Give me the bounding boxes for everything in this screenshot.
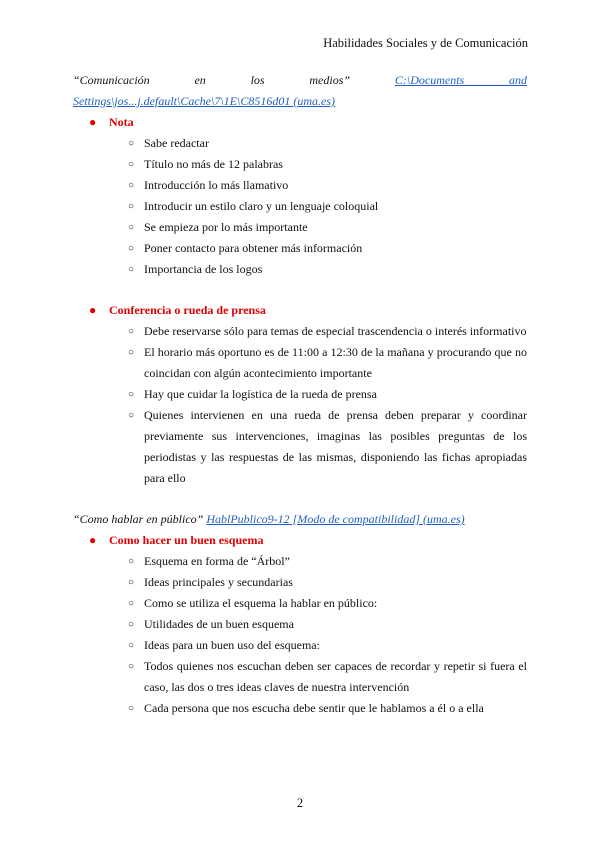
list-item: ○ El horario más oportuno es de 11:00 a 12:30 de la mañana y procurando que no coincidan con algún acontecimiento importante bbox=[73, 342, 527, 384]
circle-bullet-icon: ○ bbox=[128, 201, 135, 212]
circle-bullet-icon: ○ bbox=[128, 389, 135, 400]
heading-esquema-label: Como hacer un buen esquema bbox=[109, 533, 264, 547]
circle-bullet-icon: ○ bbox=[128, 180, 135, 191]
circle-bullet-icon: ○ bbox=[128, 619, 135, 630]
list-item: ○ Título no más de 12 palabras bbox=[73, 154, 527, 175]
list-item: ○ Todos quienes nos escuchan deben ser capaces de recordar y repetir si fuera el caso, las dos o tres ideas claves de nuestra intervención bbox=[73, 656, 527, 698]
circle-bullet-icon: ○ bbox=[128, 640, 135, 651]
list-esquema bbox=[73, 551, 527, 719]
bullet-icon: ● bbox=[89, 115, 97, 129]
document-body bbox=[73, 70, 527, 719]
list-item: ○ Poner contacto para obtener más información bbox=[73, 238, 527, 259]
list-item: ○ Ideas para un buen uso del esquema: bbox=[73, 635, 527, 656]
list-item: ○ Introducción lo más llamativo bbox=[73, 175, 527, 196]
circle-bullet-icon: ○ bbox=[128, 326, 135, 337]
circle-bullet-icon: ○ bbox=[128, 243, 135, 254]
list-nota bbox=[73, 133, 527, 280]
circle-bullet-icon: ○ bbox=[128, 703, 135, 714]
circle-bullet-icon: ○ bbox=[128, 661, 135, 672]
list-item: ○ Ideas principales y secundarias bbox=[73, 572, 527, 593]
section-quote-medios: “Comunicación en los medios” bbox=[73, 73, 351, 87]
circle-bullet-icon: ○ bbox=[128, 598, 135, 609]
circle-bullet-icon: ○ bbox=[128, 347, 135, 358]
circle-bullet-icon: ○ bbox=[128, 159, 135, 170]
heading-conferencia bbox=[73, 300, 527, 321]
page-header: Habilidades Sociales y de Comunicación bbox=[323, 36, 528, 50]
page-number: 2 bbox=[296, 796, 304, 810]
circle-bullet-icon: ○ bbox=[128, 577, 135, 588]
list-item: ○ Utilidades de un buen esquema bbox=[73, 614, 527, 635]
circle-bullet-icon: ○ bbox=[128, 222, 135, 233]
list-item: ○ Sabe redactar bbox=[73, 133, 527, 154]
heading-conferencia-label: Conferencia o rueda de prensa bbox=[109, 303, 266, 317]
list-conferencia bbox=[73, 321, 527, 489]
bullet-icon: ● bbox=[89, 533, 97, 547]
list-item: ○ Cada persona que nos escucha debe sentir que le hablamos a él o a ella bbox=[73, 698, 527, 719]
circle-bullet-icon: ○ bbox=[128, 410, 135, 421]
list-item: ○ Como se utiliza el esquema la hablar en público: bbox=[73, 593, 527, 614]
list-item: ○ Introducir un estilo claro y un lenguaje coloquial bbox=[73, 196, 527, 217]
circle-bullet-icon: ○ bbox=[128, 556, 135, 567]
list-item: ○ Hay que cuidar la logística de la rueda de prensa bbox=[73, 384, 527, 405]
section-source-line-publico bbox=[73, 509, 527, 530]
source-link-publico[interactable]: HablPublico9-12 [Modo de compatibilidad] (uma.es) bbox=[206, 512, 465, 526]
bullet-icon: ● bbox=[89, 303, 97, 317]
circle-bullet-icon: ○ bbox=[128, 264, 135, 275]
source-link-medios[interactable]: C:\Documents and Settings\jos...j.default\Cache\7\1E\C8516d01 (uma.es) bbox=[73, 73, 528, 108]
list-item: ○ Quienes intervienen en una rueda de prensa deben preparar y coordinar previamente sus intervenciones, imaginas las posibles preguntas de los periodistas y las respuestas de las mismas, disponiendo las fichas apropiadas para ello bbox=[73, 405, 527, 489]
circle-bullet-icon: ○ bbox=[128, 138, 135, 149]
list-item: ○ Esquema en forma de “Árbol” bbox=[73, 551, 527, 572]
section-quote-publico: “Como hablar en público” bbox=[73, 512, 204, 526]
list-item: ○ Importancia de los logos bbox=[73, 259, 527, 280]
heading-esquema bbox=[73, 530, 527, 551]
list-item: ○ Debe reservarse sólo para temas de especial trascendencia o interés informativo bbox=[73, 321, 527, 342]
heading-nota-label: Nota bbox=[109, 115, 134, 129]
list-item: ○ Se empieza por lo más importante bbox=[73, 217, 527, 238]
section-source-line-medios bbox=[73, 70, 527, 112]
heading-nota bbox=[73, 112, 527, 133]
